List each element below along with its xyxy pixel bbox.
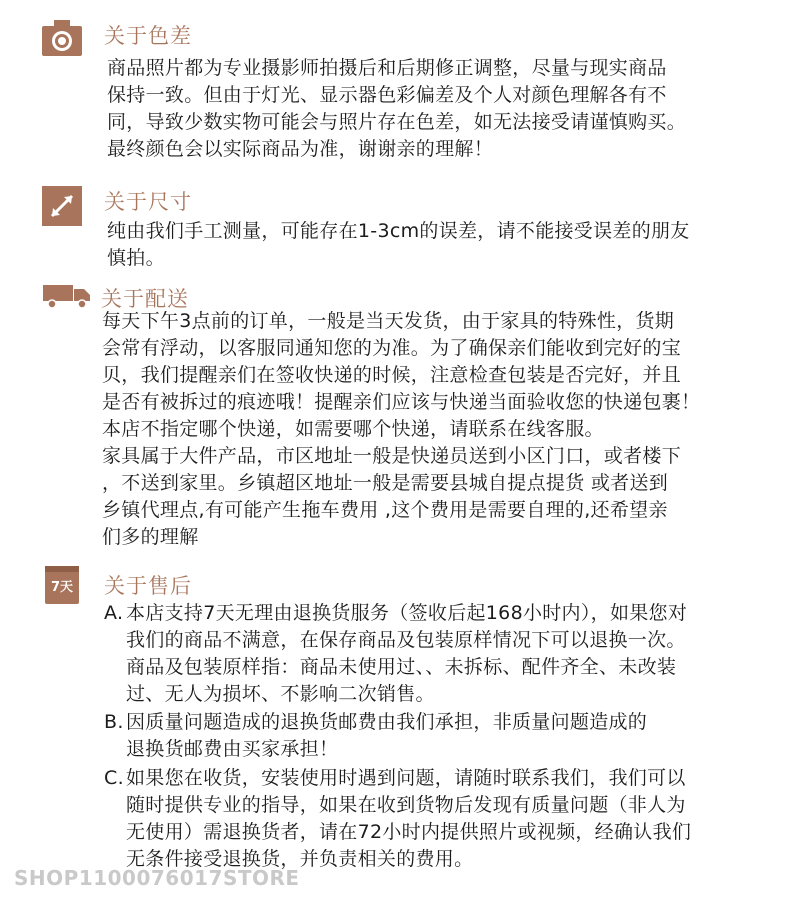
text-line: 商品照片都为专业摄影师拍摄后和后期修正调整，尽量与现实商品 bbox=[107, 57, 667, 79]
resize-arrow-icon bbox=[42, 186, 82, 226]
text-line: 纯由我们手工测量，可能存在1-3cm的误差，请不能接受误差的朋友 bbox=[107, 220, 690, 242]
text-line: 随时提供专业的指导，如果在收到货物后发现有质量问题（非人为 bbox=[126, 794, 686, 816]
text-line: 保持一致。但由于灯光、显示器色彩偏差及个人对颜色理解各有不 bbox=[107, 84, 667, 106]
text-line: 我们的商品不满意，在保存商品及包装原样情况下可以退换一次。 bbox=[126, 629, 686, 651]
truck-icon bbox=[42, 276, 92, 316]
seven-day-label: 7天 bbox=[50, 580, 74, 595]
aftersale-section-title: 关于售后 bbox=[104, 574, 192, 598]
camera-icon bbox=[42, 18, 82, 58]
delivery-section-text bbox=[102, 308, 700, 551]
text-line: 贝，我们提醒亲们在签收快递的时候，注意检查包装是否完好，并且 bbox=[102, 364, 682, 386]
text-line: 本店支持7天无理由退换货服务（签收后起168小时内），如果您对 bbox=[126, 602, 688, 624]
text-line: 商品及包装原样指：商品未使用过、、未拆标、配件齐全、未改装 bbox=[126, 656, 677, 678]
list-marker: C. bbox=[104, 767, 124, 789]
text-line: 们多的理解 bbox=[102, 526, 199, 548]
color-section-title: 关于色差 bbox=[104, 24, 192, 48]
text-line: 无条件接受退换货，并负责相关的费用。 bbox=[126, 848, 474, 870]
seven-day-calendar-icon bbox=[42, 565, 82, 605]
list-marker: B. bbox=[104, 711, 124, 733]
text-line: 因质量问题造成的退换货邮费由我们承担，非质量问题造成的 bbox=[126, 711, 648, 733]
color-section-text bbox=[107, 55, 686, 163]
text-line: 会常有浮动，以客服同通知您的为准。为了确保亲们能收到完好的宝 bbox=[102, 337, 682, 359]
list-item-c bbox=[104, 765, 691, 873]
list-item-a bbox=[104, 600, 691, 708]
text-line: 如果您在收货，安装使用时遇到问题，请随时联系我们，我们可以 bbox=[126, 767, 686, 789]
store-watermark: SHOP1100076017STORE bbox=[14, 866, 300, 890]
text-line: 乡镇代理点,有可能产生拖车费用 ,这个费用是需要自理的,还希望亲 bbox=[102, 499, 668, 521]
text-line: 无使用）需退换货者，请在72小时内提供照片或视频，经确认我们 bbox=[126, 821, 692, 843]
text-line: 退换货邮费由买家承担！ bbox=[126, 738, 339, 760]
size-section-title: 关于尺寸 bbox=[104, 190, 192, 214]
text-line: 同，导致少数实物可能会与照片存在色差，如无法接受请谨慎购买。 bbox=[107, 111, 687, 133]
list-marker: A. bbox=[104, 602, 124, 624]
text-line: 过、无人为损坏、不影响二次销售。 bbox=[126, 683, 435, 705]
list-item-b bbox=[104, 709, 691, 763]
aftersale-section-text bbox=[104, 600, 691, 873]
text-line: 是否有被拆过的痕迹哦！提醒亲们应该与快递当面验收您的快递包裹！ bbox=[102, 391, 701, 413]
text-line: 本店不指定哪个快递，如需要哪个快递，请联系在线客服。 bbox=[102, 418, 604, 440]
text-line: 家具属于大件产品，市区地址一般是快递员送到小区门口，或者楼下 bbox=[102, 445, 682, 467]
delivery-section-title: 关于配送 bbox=[101, 287, 189, 311]
text-line: ，不送到家里。乡镇超区地址一般是需要县城自提点提货 或者送到 bbox=[102, 472, 669, 494]
text-line: 最终颜色会以实际商品为准，谢谢亲的理解！ bbox=[107, 138, 494, 160]
size-section-text bbox=[107, 218, 690, 272]
text-line: 每天下午3点前的订单，一般是当天发货，由于家具的特殊性，货期 bbox=[102, 310, 675, 332]
text-line: 慎拍。 bbox=[107, 247, 165, 269]
